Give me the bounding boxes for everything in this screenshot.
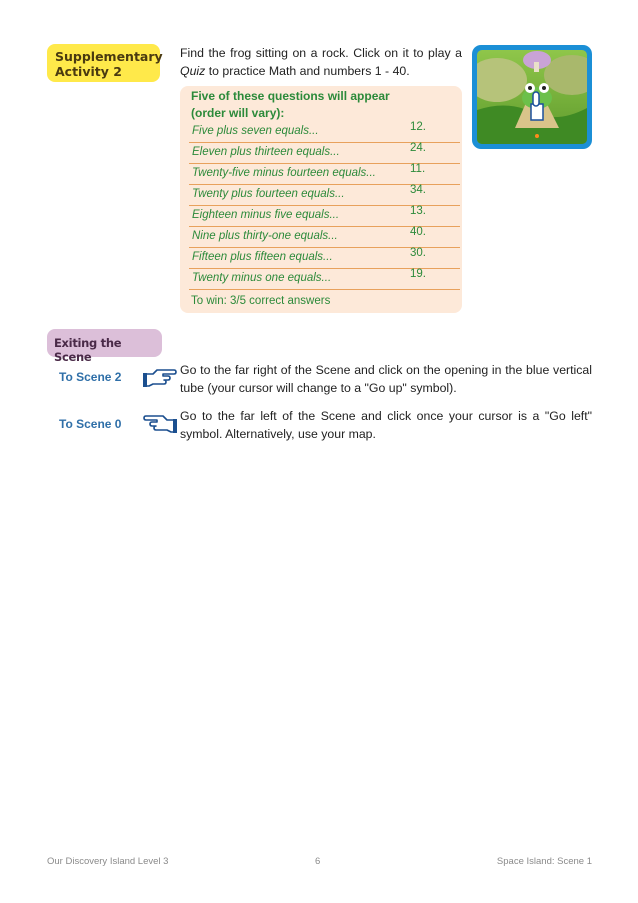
activity-intro xyxy=(180,44,462,80)
footer-book-title: Our Discovery Island Level 3 xyxy=(47,856,169,867)
header-line-2: (order will vary): xyxy=(191,106,285,120)
table-row xyxy=(189,206,460,227)
question-text: Eleven plus thirteen equals... xyxy=(192,146,340,158)
question-text: Fifteen plus fifteen equals... xyxy=(192,251,333,263)
question-text: Five plus seven equals... xyxy=(192,125,319,137)
pointing-hand-left-icon xyxy=(143,412,177,439)
answer-text: 40. xyxy=(410,226,426,238)
tag-line-1: Supplementary xyxy=(55,49,163,64)
question-text: Twenty plus fourteen equals... xyxy=(192,188,345,200)
frog-game-thumbnail xyxy=(472,45,592,149)
answer-text: 30. xyxy=(410,247,426,259)
exiting-scene-tag: Exiting the Scene xyxy=(47,329,162,357)
table-row xyxy=(189,143,460,164)
answer-text: 19. xyxy=(410,268,426,280)
answer-text: 24. xyxy=(410,142,426,154)
tag-line-2: Activity 2 xyxy=(55,64,122,79)
table-row xyxy=(189,122,460,143)
answer-text: 11. xyxy=(410,163,426,175)
table-row xyxy=(189,164,460,185)
supplementary-activity-tag xyxy=(47,44,163,82)
answer-text: 13. xyxy=(410,205,426,217)
intro-part-1: Find the frog sitting on a rock. Click on it to play a xyxy=(180,46,462,60)
exit-label-scene-0: To Scene 0 xyxy=(59,417,122,431)
pointing-hand-up-icon xyxy=(143,366,177,393)
footer-section-title: Space Island: Scene 1 xyxy=(496,856,592,867)
table-row xyxy=(189,227,460,248)
header-line-1: Five of these questions will appear xyxy=(191,89,390,103)
question-table-header xyxy=(191,88,421,122)
win-condition: To win: 3/5 correct answers xyxy=(191,295,331,307)
frog-scene-image xyxy=(477,50,587,144)
question-text: Nine plus thirty-one equals... xyxy=(192,230,338,242)
exit-description-scene-0: Go to the far left of the Scene and click once your cursor is a "Go left" symbol. Alternatively, use your map. xyxy=(180,409,592,441)
footer-page-number: 6 xyxy=(315,856,321,867)
answer-text: 34. xyxy=(410,184,426,196)
question-text: Twenty-five minus fourteen equals... xyxy=(192,167,376,179)
question-text: Eighteen minus five equals... xyxy=(192,209,340,221)
answer-text: 12. xyxy=(410,121,426,133)
table-row xyxy=(189,269,460,290)
question-text: Twenty minus one equals... xyxy=(192,272,332,284)
intro-part-2: to practice Math and numbers 1 - 40. xyxy=(205,64,410,78)
intro-quiz-word: Quiz xyxy=(180,64,206,78)
exit-description-scene-2: Go to the far right of the Scene and click on the opening in the blue vertical tube (your cursor will change to a "Go up" symbol). xyxy=(180,363,592,395)
exit-label-scene-2: To Scene 2 xyxy=(59,370,122,384)
table-row xyxy=(189,185,460,206)
table-row xyxy=(189,248,460,269)
